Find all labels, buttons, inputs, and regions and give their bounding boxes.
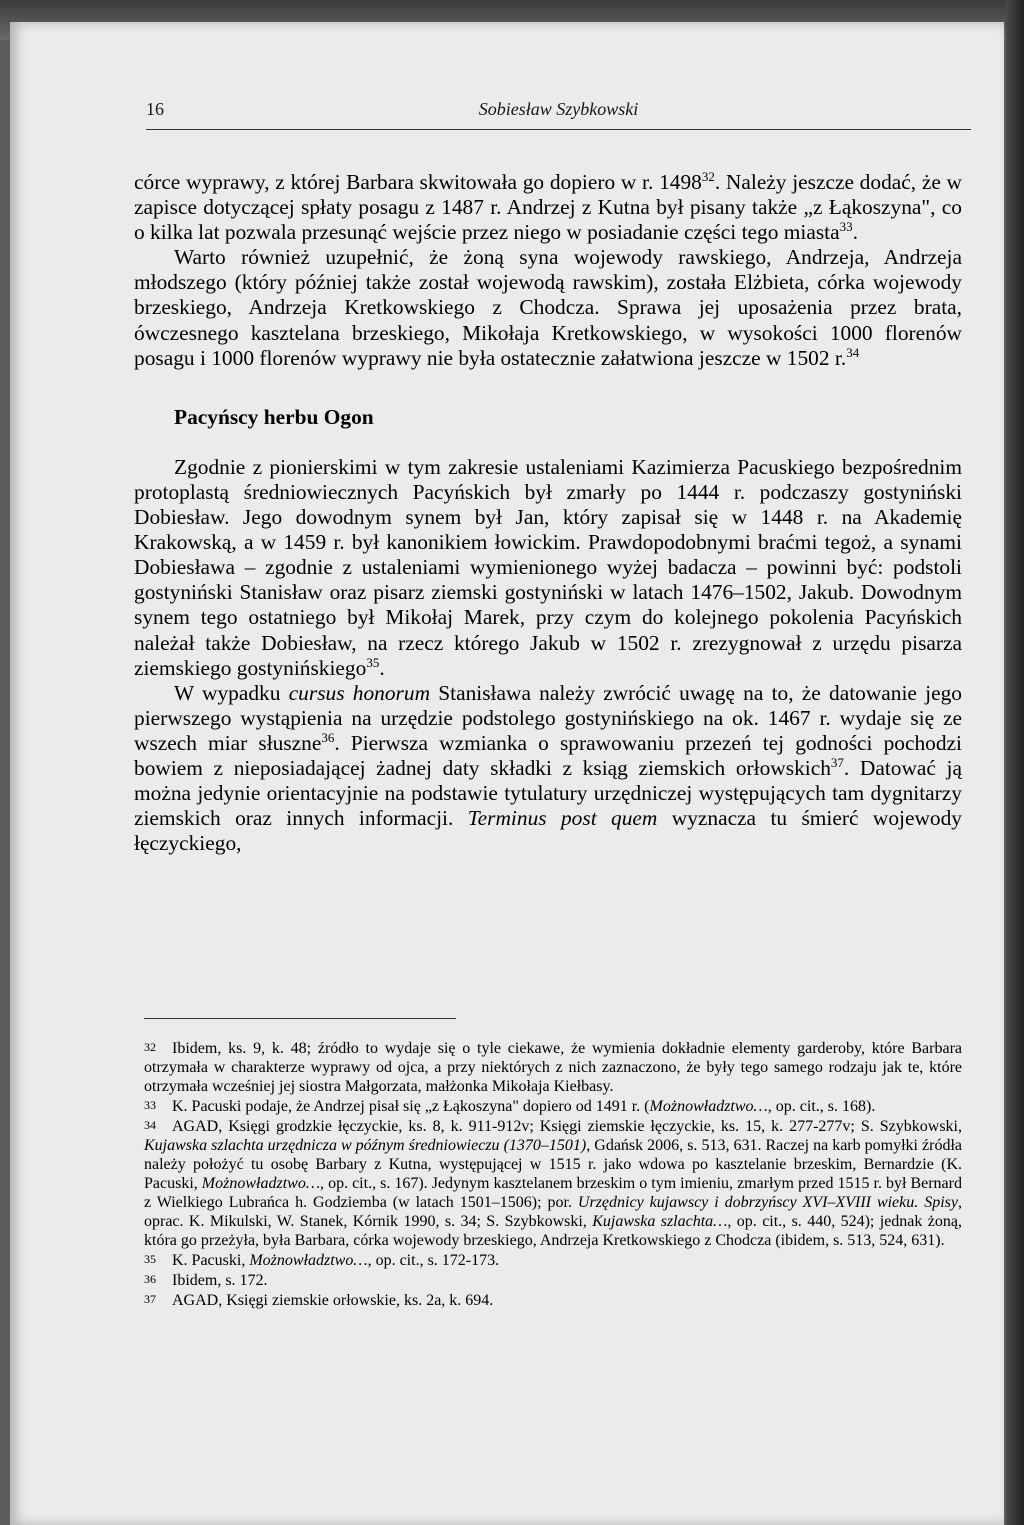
text-run: .	[379, 655, 385, 680]
footnote-number: 34	[144, 1118, 156, 1132]
footnote	[144, 1096, 962, 1116]
text-run: Ibidem, ks. 9, k. 48; źródło to wydaje się o tyle ciekawe, że wymienia dokładnie elementy garderoby, które Barbara otrzymała w charakterze wyprawy od ojca, a przy niektórych z nich zaznaczono, że były tego samego rodzaju jak te, które otrzymała wcześniej jej siostra Małgorzata, małżonka Mikołaja Kiełbasy.	[144, 1040, 962, 1095]
footnote-ref[interactable]: 36	[321, 729, 335, 745]
italic-text: cursus honorum	[288, 680, 431, 705]
paragraph	[134, 681, 962, 857]
paragraph	[134, 170, 962, 245]
footnote-number: 32	[144, 1040, 156, 1054]
footnote-number: 37	[144, 1292, 156, 1306]
italic-text: Możnowładztwo…	[201, 1175, 321, 1192]
italic-text: Kujawska szlachta urzędnicza w późnym średniowieczu (1370–1501)	[144, 1137, 587, 1154]
text-run: , op. cit., s. 168).	[767, 1098, 876, 1115]
text-run: , op. cit., s. 172-173.	[367, 1252, 500, 1269]
footnote	[144, 1250, 962, 1270]
text-run: Ibidem, s. 172.	[172, 1272, 268, 1289]
text-run: K. Pacuski podaje, że Andrzej pisał się „z Łąkoszyna" dopiero od 1491 r. (	[172, 1098, 650, 1115]
footnote-ref[interactable]: 32	[701, 168, 715, 184]
footnote-ref[interactable]: 35	[366, 654, 380, 670]
running-title: Sobiesław Szybkowski	[478, 99, 639, 119]
italic-text: Możnowładztwo…	[649, 1098, 768, 1115]
text-run: W wypadku	[174, 680, 289, 705]
footnotes	[144, 1038, 962, 1310]
footnote-ref[interactable]: 33	[839, 219, 853, 235]
italic-text: Kujawska szlachta…	[592, 1213, 728, 1230]
footnote-number: 33	[144, 1098, 156, 1112]
text-run: . Pierwsza wzmianka o sprawowaniu przezeń tej godności pochodzi bowiem z nieposiadającej żadnej daty składki z ksiąg ziemskich orłowskich	[134, 730, 962, 780]
text-run: , oprac. K. Mikulski, W. Stanek, Kórnik 1990, s. 34; S. Szybkowski,	[144, 1194, 962, 1230]
text-run: Stanisława należy zwrócić uwagę na to, że datowanie jego pierwszego wystąpienia na urzędzie podstolego gostynińskiego na ok. 1467 r. wydaje się ze wszech miar słuszne	[134, 680, 962, 755]
footnote-separator	[144, 1018, 456, 1019]
page-number: 16	[146, 99, 164, 119]
text-run: , op. cit., s. 167). Jedynym kasztelanem brzeskim o tym imieniu, zmarłym przed 1515 r. był Bernard z Wielkiego Lubrańca h. Godziemba (w latach 1501–1506); por.	[144, 1175, 962, 1211]
footnote	[144, 1038, 962, 1096]
text-run: . Datować ją można jedynie orientacyjnie na podstawie tytulatury urzędniczej występujących tam dygnitarzy ziemskich oraz innych informacji.	[134, 755, 962, 831]
text-run: . Należy jeszcze dodać, że w zapisce dotyczącej spłaty posagu z 1487 r. Andrzej z Kutna był pisany także „z Łąkoszyna", co o kilka lat pozwala przesunąć wejście przez niego w posiadanie części tego miasta	[134, 170, 962, 245]
footnote	[144, 1116, 962, 1250]
italic-text: Urzędnicy kujawscy i dobrzyńscy XVI–XVIII wieku. Spisy	[577, 1194, 958, 1211]
text-run: , op. cit., s. 440, 524); jednak żoną, która go przeżyła, była Barbara, córka wojewody brzeskiego, Andrzeja Kretkowskiego z Chodcza (ibidem, s. 513, 524, 631).	[144, 1213, 963, 1249]
footnote-ref[interactable]: 37	[830, 754, 844, 770]
footnote	[144, 1270, 962, 1290]
text-run: wyznacza tu śmierć wojewody łęczyckiego,	[134, 806, 962, 856]
paragraph	[134, 245, 962, 370]
text-run: Zgodnie z pionierskimi w tym zakresie ustaleniami Kazimierza Pacuskiego bezpośrednim protoplastą średniowiecznych Pacyńskich był zmarły po 1444 r. podczaszy gostyniński Dobiesław. Jego dowodnym synem był Jan, który zapisał się w 1448 r. na Akademię Krakowską, a w 1459 r. był kanonikiem łowickim. Prawdopodobnymi braćmi tegoż, a synami Dobiesława – zgodnie z ustaleniami wymienionego wyżej badacza – powinni być: podstoli gostyniński Stanisław oraz pisarz ziemski gostyniński w latach 1476–1502, Jakub. Dowodnym synem tego ostatniego był Mikołaj Marek, przy czym do kolejnego pokolenia Pacyńskich należał także Dobiesław, na rzecz którego Jakub w 1502 r. zrezygnował z urzędu pisarza ziemskiego gostynińskiego	[134, 454, 962, 680]
text-run: Warto również uzupełnić, że żoną syna wojewody rawskiego, Andrzeja, Andrzeja młodszego (który później także został wojewodą rawskim), została Elżbieta, córka wojewody brzeskiego, Andrzeja Kretkowskiego z Chodcza. Sprawa jej uposażenia przez brata, ówczesnego kasztelana brzeskiego, Mikołaja Kretkowskiego, w wysokości 1000 florenów posagu i 1000 florenów wyprawy nie była ostatecznie załatwiona jeszcze w 1502 r.	[134, 245, 962, 370]
footnote-ref[interactable]: 34	[846, 344, 860, 360]
text-run: córce wyprawy, z której Barbara skwitowała go dopiero w r. 1498	[134, 170, 702, 194]
italic-text: Możnowładztwo…	[249, 1252, 368, 1269]
body-text	[134, 170, 962, 856]
text-run: AGAD, Księgi grodzkie łęczyckie, ks. 8, k. 911-912v; Księgi ziemskie łęczyckie, ks. 15, k. 277-277v; S. Szybkowski,	[172, 1118, 962, 1135]
paragraph	[134, 455, 962, 681]
text-run: , Gdańsk 2006, s. 513, 631. Raczej na karb pomyłki źródła należy położyć tu osobę Barbary z Kutna, występującej w 1515 r. jako wdowa po kasztelanie brzeskim, Bernardzie (K. Pacuski,	[144, 1137, 962, 1192]
italic-text: Terminus post quem	[467, 806, 658, 831]
text-run: .	[852, 220, 858, 245]
section-heading: Pacyńscy herbu Ogon	[174, 404, 374, 429]
text-run: K. Pacuski,	[172, 1252, 250, 1269]
footnote	[144, 1290, 962, 1310]
scan-edge-right	[1006, 0, 1024, 1525]
footnote-number: 36	[144, 1272, 156, 1286]
page-header	[146, 99, 971, 130]
footnote-number: 35	[144, 1252, 156, 1266]
text-run: AGAD, Księgi ziemskie orłowskie, ks. 2a, k. 694.	[172, 1292, 494, 1309]
